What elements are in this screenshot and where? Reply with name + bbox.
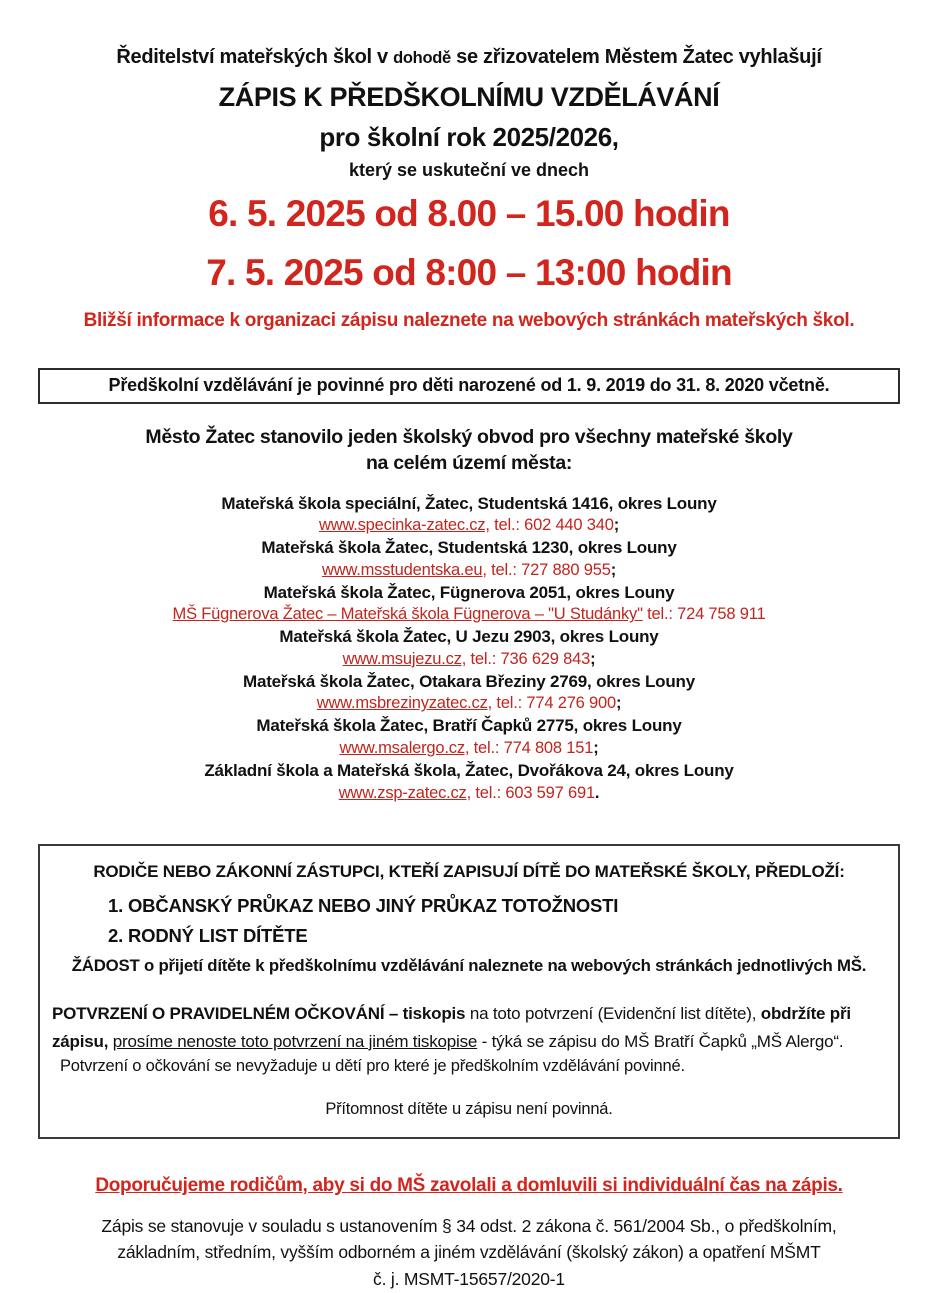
district-line2: na celém území města: [365, 452, 573, 475]
school-name: Základní škola a Mateřská škola, Žatec, Dvořákova 24, okres Louny [204, 760, 734, 780]
legal-line-1: Zápis se stanovuje v souladu s ustanovením § 34 odst. 2 zákona č. 561/2004 Sb., o předškolním, [101, 1215, 837, 1236]
school-list [0, 493, 938, 805]
vaccination-normal-2: , [103, 1031, 113, 1051]
school-phone: tel.: 602 440 340 [489, 516, 614, 535]
list-item [0, 671, 938, 716]
school-name: Mateřská škola speciální, Žatec, Studentská 1416, okres Louny [221, 493, 717, 513]
school-website-link[interactable]: www.msstudentska.eu, [322, 560, 487, 579]
vaccination-underlined: prosíme nenoste toto potvrzení na jiném tiskopise [112, 1031, 478, 1051]
school-contact-line [0, 649, 938, 671]
page-title: ZÁPIS K PŘEDŠKOLNÍMU VZDĚLÁVÁNÍ [218, 82, 720, 112]
school-contact-line [0, 604, 938, 626]
issuer-line-part1: Ředitelství mateřských škol v [116, 46, 394, 68]
child-presence-note: Přítomnost dítěte u zápisu není povinná. [325, 1099, 613, 1118]
call-recommendation: Doporučujeme rodičům, aby si do MŠ zavolali a domluvili si individuální čas na zápis. [95, 1174, 843, 1196]
school-name: Mateřská škola Žatec, Bratří Čapků 2775, okres Louny [256, 716, 682, 736]
vaccination-normal-3: - týká se zápisu do MŠ Bratří Čapků „MŠ Alergo“. [477, 1031, 844, 1051]
more-info-line: Bližší informace k organizaci zápisu naleznete na webových stránkách mateřských škol. [83, 310, 855, 331]
district-statement [0, 424, 938, 477]
school-phone: tel.: 724 758 911 [642, 605, 766, 624]
requirement-item-2: 2. RODNÝ LIST DÍTĚTE [108, 925, 308, 947]
school-website-link[interactable]: www.msalergo.cz, [339, 738, 470, 757]
issuer-line-part2: se zřizovatelem Městem Žatec vyhlašují [450, 46, 822, 68]
mandatory-education-box [38, 368, 900, 404]
school-website-link[interactable]: MŠ Fügnerova Žatec – Mateřská škola Fügnerova – "U Studánky" [172, 605, 643, 624]
school-contact-suffix: ; [593, 738, 599, 757]
legal-line-3: č. j. MSMT-15657/2020-1 [373, 1269, 565, 1290]
vaccination-bold-1: POTVRZENÍ O PRAVIDELNÉM OČKOVÁNÍ – tiskopis [52, 1004, 466, 1024]
list-item [0, 537, 938, 582]
application-note: ŽÁDOST o přijetí dítěte k předškolnímu vzdělávání naleznete na webových stránkách jednotlivých MŠ. [71, 956, 867, 976]
school-website-link[interactable]: www.specinka-zatec.cz, [319, 516, 490, 535]
school-contact-line [0, 783, 938, 805]
school-website-link[interactable]: www.msujezu.cz, [342, 649, 467, 668]
school-contact-line [0, 515, 938, 537]
enrollment-date-1: 6. 5. 2025 od 8.00 – 15.00 hodin [208, 193, 730, 234]
school-name: Mateřská škola Žatec, Fügnerova 2051, okres Louny [263, 582, 675, 602]
vaccination-bold-2: obdržíte při zápisu [52, 1004, 851, 1051]
legal-reference [0, 1213, 938, 1293]
school-contact-suffix: ; [613, 516, 619, 535]
enrollment-date-2: 7. 5. 2025 od 8:00 – 13:00 hodin [206, 252, 732, 293]
issuer-line-small: dohodě [393, 49, 451, 67]
school-contact-line [0, 738, 938, 760]
district-line1: Město Žatec stanovilo jeden školský obvod pro všechny mateřské školy [145, 426, 793, 448]
school-name: Mateřská škola Žatec, Studentská 1230, okres Louny [261, 538, 677, 558]
legal-line-2: základním, středním, vyšším odborném a jiném vzdělávání (školský zákon) a opatření MŠMT [117, 1242, 821, 1263]
school-website-link[interactable]: www.zsp-zatec.cz, [338, 783, 471, 802]
school-contact-suffix: ; [615, 694, 622, 713]
school-year-subtitle: pro školní rok 2025/2026, [319, 122, 619, 152]
school-phone: tel.: 774 276 900 [492, 694, 616, 713]
school-phone: tel.: 774 808 151 [469, 738, 594, 757]
vaccination-exemption-note: Potvrzení o očkování se nevyžaduje u dětí pro které je předškolním vzdělávání povinné. [60, 1056, 685, 1075]
requirements-heading: RODIČE NEBO ZÁKONNÍ ZÁSTUPCI, KTEŘÍ ZAPISUJÍ DÍTĚ DO MATEŘSKÉ ŠKOLY, PŘEDLOŽÍ: [93, 862, 845, 882]
requirements-box [38, 844, 900, 1138]
list-item [0, 493, 938, 538]
school-contact-suffix: ; [590, 649, 596, 668]
issuer-line [0, 46, 938, 69]
school-name: Mateřská škola Žatec, Otakara Březiny 2769, okres Louny [242, 671, 695, 691]
school-contact-line [0, 693, 938, 715]
list-item [0, 715, 938, 760]
takes-place-line: který se uskuteční ve dnech [348, 160, 590, 180]
school-contact-line [0, 560, 938, 582]
requirement-item-1: 1. OBČANSKÝ PRŮKAZ NEBO JINÝ PRŮKAZ TOTOŽNOSTI [108, 895, 619, 917]
list-item [0, 760, 938, 805]
vaccination-paragraph [50, 1000, 888, 1054]
list-item [0, 582, 938, 627]
school-phone: tel.: 603 597 691 [471, 783, 595, 802]
mandatory-education-text: Předškolní vzdělávání je povinné pro děti narozené od 1. 9. 2019 do 31. 8. 2020 včetně. [108, 375, 830, 395]
list-item [0, 626, 938, 671]
school-website-link[interactable]: www.msbrezinyzatec.cz, [316, 694, 493, 713]
school-contact-suffix: ; [610, 560, 616, 579]
vaccination-normal-1: na toto potvrzení (Evidenční list dítěte), [465, 1004, 761, 1024]
school-name: Mateřská škola Žatec, U Jezu 2903, okres Louny [279, 627, 659, 647]
school-contact-suffix: . [594, 783, 600, 802]
school-phone: tel.: 736 629 843 [466, 649, 591, 668]
school-phone: tel.: 727 880 955 [486, 560, 611, 579]
